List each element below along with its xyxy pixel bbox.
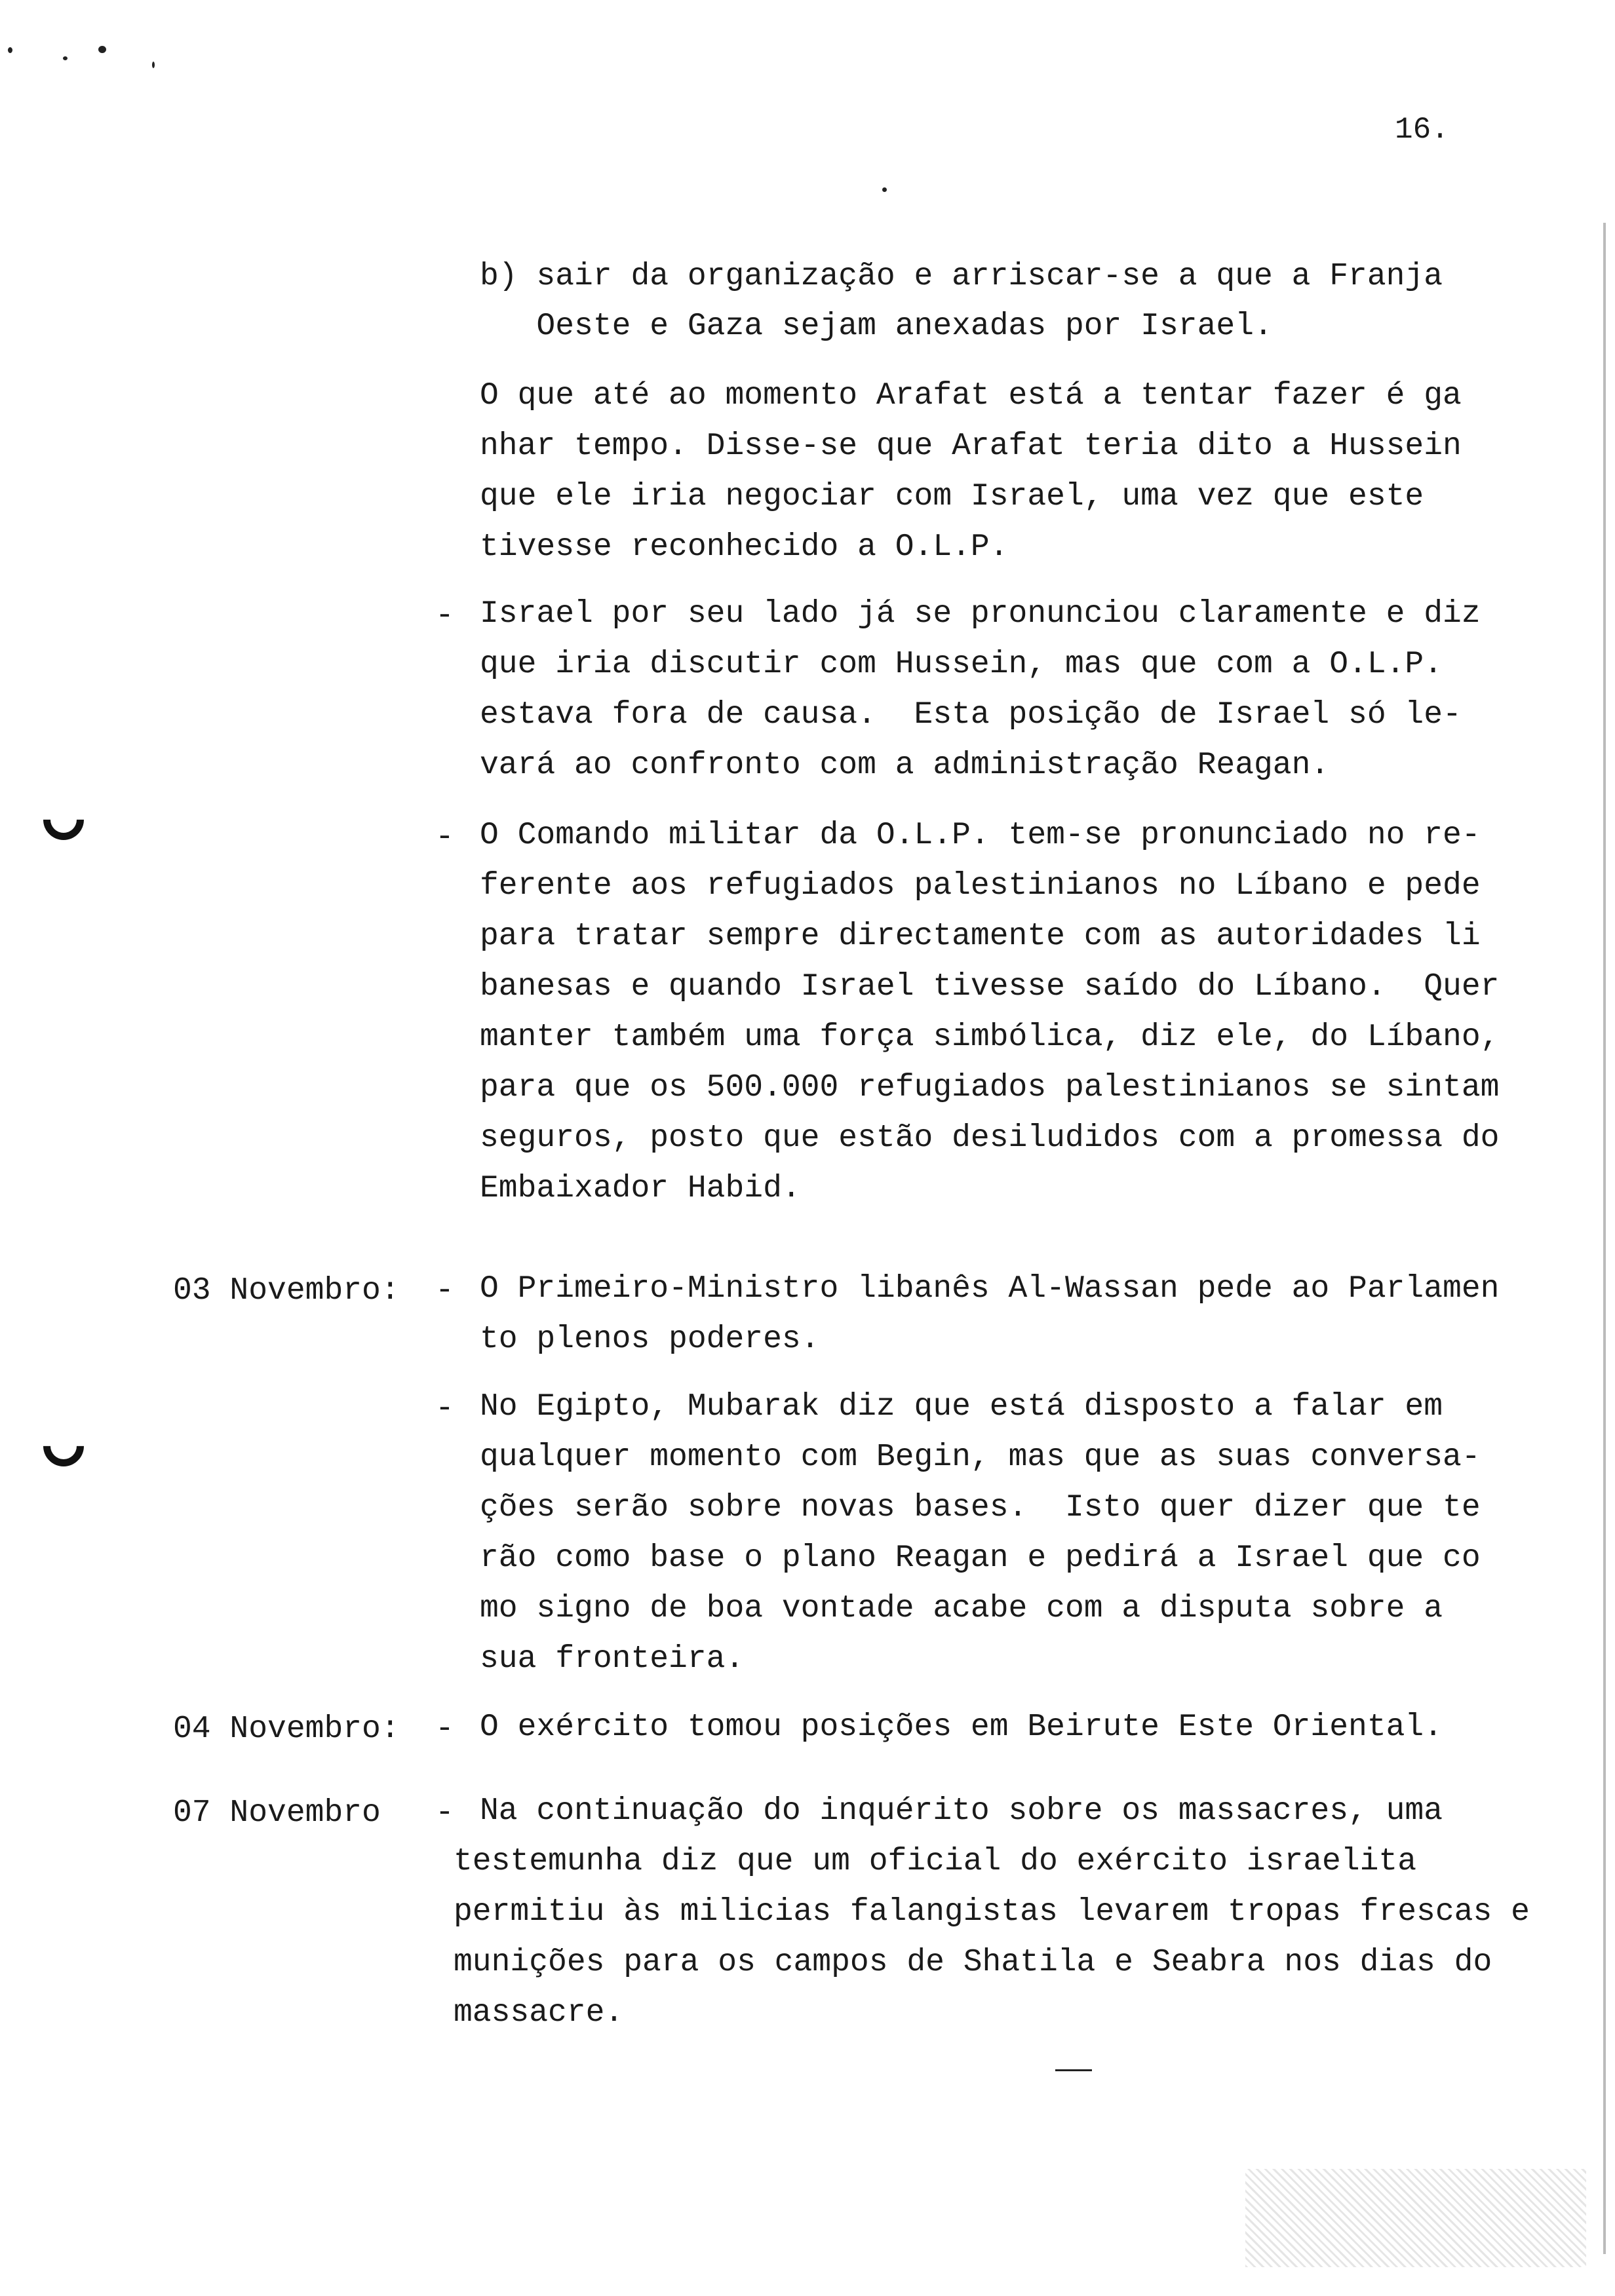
text-line: sua fronteira. bbox=[480, 1641, 745, 1677]
text-line: qualquer momento com Begin, mas que as suas conversa- bbox=[480, 1440, 1481, 1475]
text-line: nhar tempo. Disse-se que Arafat teria dito a Hussein bbox=[480, 429, 1462, 464]
text-line: b) sair da organização e arriscar-se a que a Franja bbox=[480, 259, 1443, 294]
bullet-dash: - bbox=[435, 1273, 454, 1309]
text-line: testemunha diz que um oficial do exército israelita bbox=[454, 1844, 1417, 1879]
bullet-dash: - bbox=[435, 598, 454, 634]
text-line: para que os 500.000 refugiados palestinianos se sintam bbox=[480, 1070, 1500, 1105]
punch-hole-mark bbox=[35, 1417, 92, 1475]
page-edge-shadow bbox=[1603, 223, 1606, 2254]
entry-date: 03 Novembro: bbox=[173, 1273, 400, 1309]
end-rule bbox=[1055, 2069, 1092, 2071]
scan-speck bbox=[98, 46, 106, 53]
text-line: permitiu às milicias falangistas levarem tropas frescas e bbox=[454, 1894, 1530, 1930]
text-line: para tratar sempre directamente com as autoridades li bbox=[480, 919, 1481, 954]
text-line: tivesse reconhecido a O.L.P. bbox=[480, 529, 1009, 565]
bullet-dash: - bbox=[435, 820, 454, 855]
text-line: vará ao confronto com a administração Reagan. bbox=[480, 748, 1330, 783]
text-line: mo signo de boa vontade acabe com a disputa sobre a bbox=[480, 1591, 1443, 1626]
text-line: que iria discutir com Hussein, mas que com a O.L.P. bbox=[480, 647, 1443, 682]
text-line: ções serão sobre novas bases. Isto quer dizer que te bbox=[480, 1490, 1481, 1525]
text-line: estava fora de causa. Esta posição de Israel só le- bbox=[480, 697, 1462, 733]
text-line: O que até ao momento Arafat está a tentar fazer é ga bbox=[480, 378, 1462, 413]
text-line: Na continuação do inquérito sobre os massacres, uma bbox=[480, 1793, 1443, 1829]
bullet-dash: - bbox=[435, 1712, 454, 1747]
text-line: ferente aos refugiados palestinianos no Líbano e pede bbox=[480, 868, 1481, 904]
text-line: to plenos poderes. bbox=[480, 1322, 820, 1357]
text-line: manter também uma força simbólica, diz ele, do Líbano, bbox=[480, 1020, 1500, 1055]
text-line: Oeste e Gaza sejam anexadas por Israel. bbox=[480, 309, 1273, 344]
punch-hole-mark bbox=[35, 791, 92, 849]
bullet-dash: - bbox=[435, 1391, 454, 1426]
page-number: 16. bbox=[1395, 113, 1449, 147]
scan-speck bbox=[63, 56, 68, 60]
text-line: seguros, posto que estão desiludidos com a promessa do bbox=[480, 1120, 1500, 1156]
text-line: O Primeiro-Ministro libanês Al-Wassan pede ao Parlamen bbox=[480, 1271, 1500, 1307]
scan-speck bbox=[152, 62, 155, 68]
scan-speck bbox=[882, 187, 887, 192]
entry-date: 04 Novembro: bbox=[173, 1712, 400, 1747]
entry-date: 07 Novembro bbox=[173, 1795, 381, 1831]
bullet-dash: - bbox=[435, 1795, 454, 1831]
text-line: que ele iria negociar com Israel, uma vez que este bbox=[480, 479, 1424, 514]
text-line: O exército tomou posições em Beirute Este Oriental. bbox=[480, 1710, 1443, 1745]
text-line: Embaixador Habid. bbox=[480, 1171, 801, 1206]
text-line: massacre. bbox=[454, 1995, 624, 2031]
scan-noise bbox=[1245, 2169, 1586, 2267]
text-line: Israel por seu lado já se pronunciou claramente e diz bbox=[480, 596, 1481, 632]
scan-speck bbox=[8, 47, 12, 53]
text-line: No Egipto, Mubarak diz que está disposto a falar em bbox=[480, 1389, 1443, 1425]
text-line: munições para os campos de Shatila e Seabra nos dias do bbox=[454, 1945, 1492, 1980]
text-line: banesas e quando Israel tivesse saído do Líbano. Quer bbox=[480, 969, 1500, 1004]
text-line: O Comando militar da O.L.P. tem-se pronunciado no re- bbox=[480, 818, 1481, 853]
text-line: rão como base o plano Reagan e pedirá a Israel que co bbox=[480, 1540, 1481, 1576]
